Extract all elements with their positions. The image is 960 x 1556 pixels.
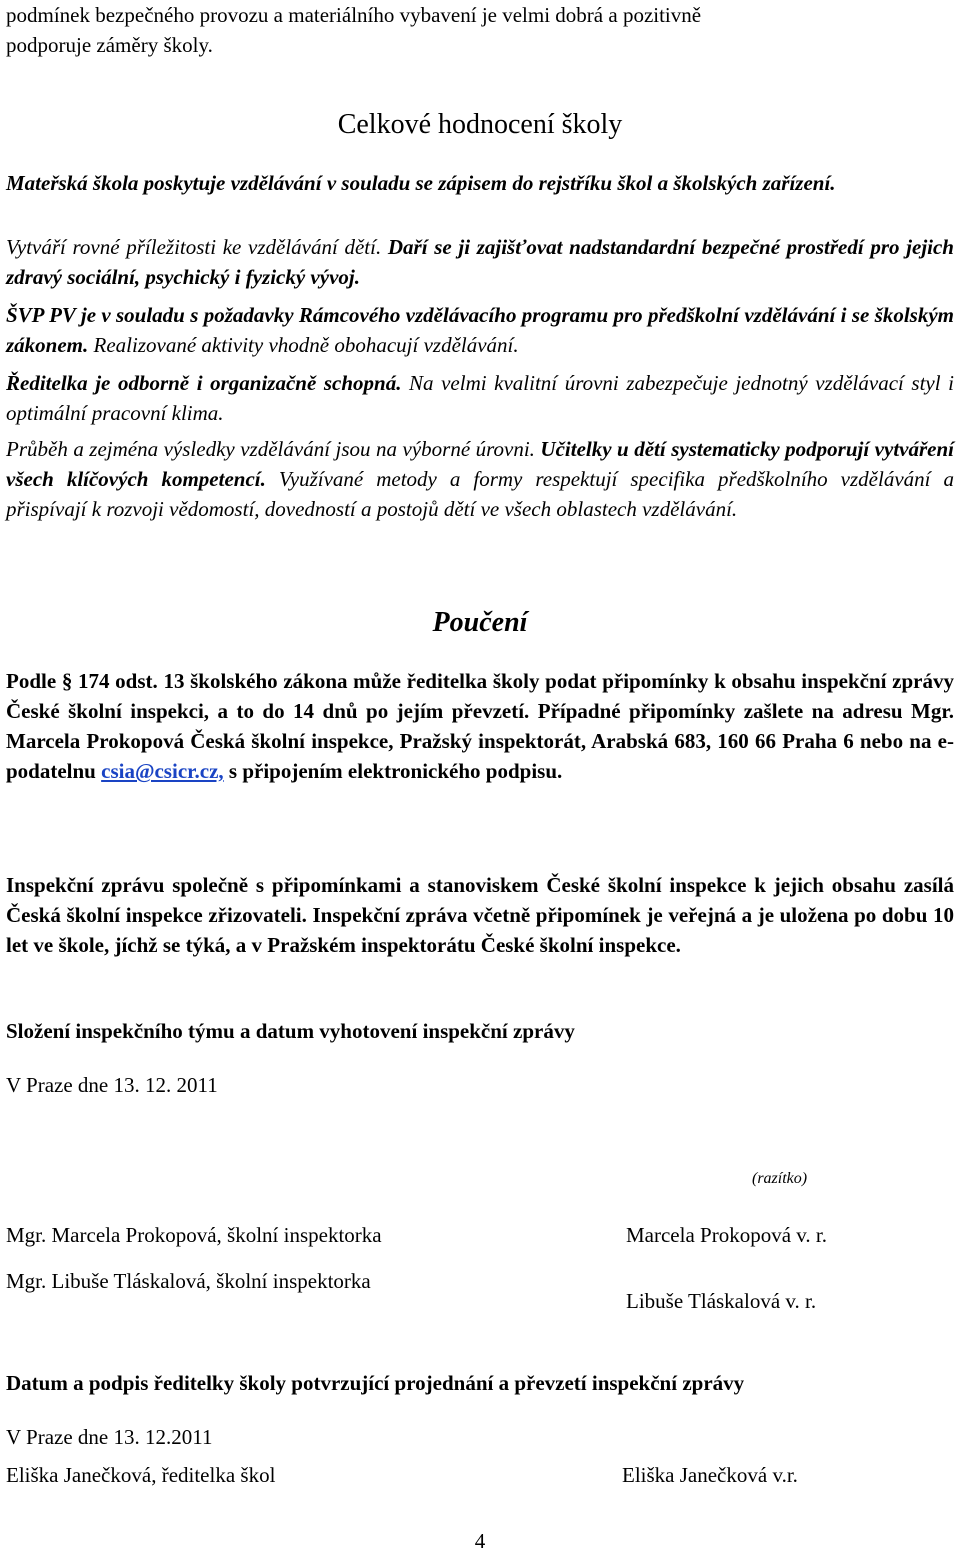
evaluation-paragraph-5 bbox=[6, 434, 954, 524]
instruction-p1-a: Podle § 174 odst. bbox=[6, 669, 158, 693]
instruction-p1-d: Marcela Prokopová Česká školní inspekce, Pražský inspektorát, Arabská 683, 160 66 Praha 6 nebo na e-podatelnu bbox=[6, 729, 954, 783]
evaluation-p5-italic-2: Využívané metody a formy respektují specifika předškolního vzdělávání a přispívají k rozvoji vědomostí, dovedností a postojů dětí ve všech oblastech vzdělávání. bbox=[6, 467, 954, 521]
team-member-1: Mgr. Marcela Prokopová, školní inspektorka bbox=[6, 1223, 382, 1247]
intro-line-1: podmínek bezpečného provozu a materiálního vybavení je velmi dobrá a pozitivně bbox=[6, 3, 702, 27]
director-name: Eliška Janečková, ředitelka škol bbox=[6, 1463, 276, 1487]
evaluation-p2-italic: Vytváří rovné příležitosti ke vzdělávání dětí. bbox=[6, 235, 382, 259]
team-heading: Složení inspekčního týmu a datum vyhotovení inspekční zprávy bbox=[6, 1019, 575, 1043]
evaluation-p5-italic: Průběh a zejména výsledky vzdělávání jsou na výborné úrovni. bbox=[6, 437, 535, 461]
email-link[interactable]: csia@csicr.cz, bbox=[101, 759, 224, 783]
instruction-paragraph-2: Inspekční zprávu společně s připomínkami a stanoviskem České školní inspekce k jejich obsahu zasílá Česká školní inspekce zřizovateli. Inspekční zpráva včetně připomínek je veřejná a je uložena po dobu 10 let ve škole, jíchž se týká, a v Pražském inspektorátu České školní inspekce. bbox=[6, 873, 954, 957]
evaluation-p2-bold: Daří se ji zajišťovat nadstandardní bezpečné prostředí pro jejich zdravý sociální, psychický i fyzický vývoj. bbox=[6, 235, 954, 289]
instruction-p1-c: Případné připomínky zašlete na adresu Mgr. bbox=[529, 699, 954, 723]
page-number: 4 bbox=[474, 1529, 486, 1553]
director-heading: Datum a podpis ředitelky školy potvrzující projednání a převzetí inspekční zprávy bbox=[6, 1371, 745, 1395]
director-signature: Eliška Janečková v.r. bbox=[622, 1463, 798, 1487]
evaluation-p4-bold: Ředitelka je odborně i organizačně schopná. bbox=[6, 371, 402, 395]
evaluation-p4-italic: Na velmi kvalitní úrovni zabezpečuje jednotný vzdělávací styl i optimální pracovní klima. bbox=[6, 371, 954, 425]
stamp-placeholder: (razítko) bbox=[752, 1170, 808, 1187]
evaluation-paragraph-3 bbox=[6, 300, 954, 360]
evaluation-heading: Celkové hodnocení školy bbox=[337, 109, 623, 140]
evaluation-p5-bold: Učitelky u dětí systematicky podporují vytváření všech klíčových kompetencí. bbox=[6, 437, 954, 491]
evaluation-paragraph-2 bbox=[6, 232, 954, 292]
team-signature-1: Marcela Prokopová v. r. bbox=[626, 1223, 827, 1247]
instruction-paragraph-1 bbox=[6, 666, 954, 786]
team-date: V Praze dne 13. 12. 2011 bbox=[6, 1073, 218, 1097]
team-signature-2: Libuše Tláskalová v. r. bbox=[626, 1289, 817, 1313]
instruction-p1-e: s připojením elektronického podpisu. bbox=[223, 759, 563, 783]
instruction-p1-b: 13 školského zákona může ředitelka školy podat připomínky k obsahu inspekční zprávy České školní inspekci, a to do 14 dnů po jejím převzetí. bbox=[6, 669, 954, 723]
evaluation-p3-bold: ŠVP PV je v souladu s požadavky Rámcového vzdělávacího programu pro předškolní vzdělávání i se školským zákonem. bbox=[6, 303, 954, 357]
instruction-heading: Poučení bbox=[432, 607, 528, 638]
director-date: V Praze dne 13. 12.2011 bbox=[6, 1425, 213, 1449]
team-member-2: Mgr. Libuše Tláskalová, školní inspektorka bbox=[6, 1269, 371, 1293]
intro-continuation bbox=[6, 0, 954, 60]
evaluation-paragraph-4 bbox=[6, 368, 954, 428]
evaluation-paragraph-1: Mateřská škola poskytuje vzdělávání v souladu se zápisem do rejstříku škol a školských zařízení. bbox=[6, 171, 836, 195]
intro-line-2: podporuje záměry školy. bbox=[6, 33, 213, 57]
evaluation-p3-italic: Realizované aktivity vhodně obohacují vzdělávání. bbox=[88, 333, 519, 357]
